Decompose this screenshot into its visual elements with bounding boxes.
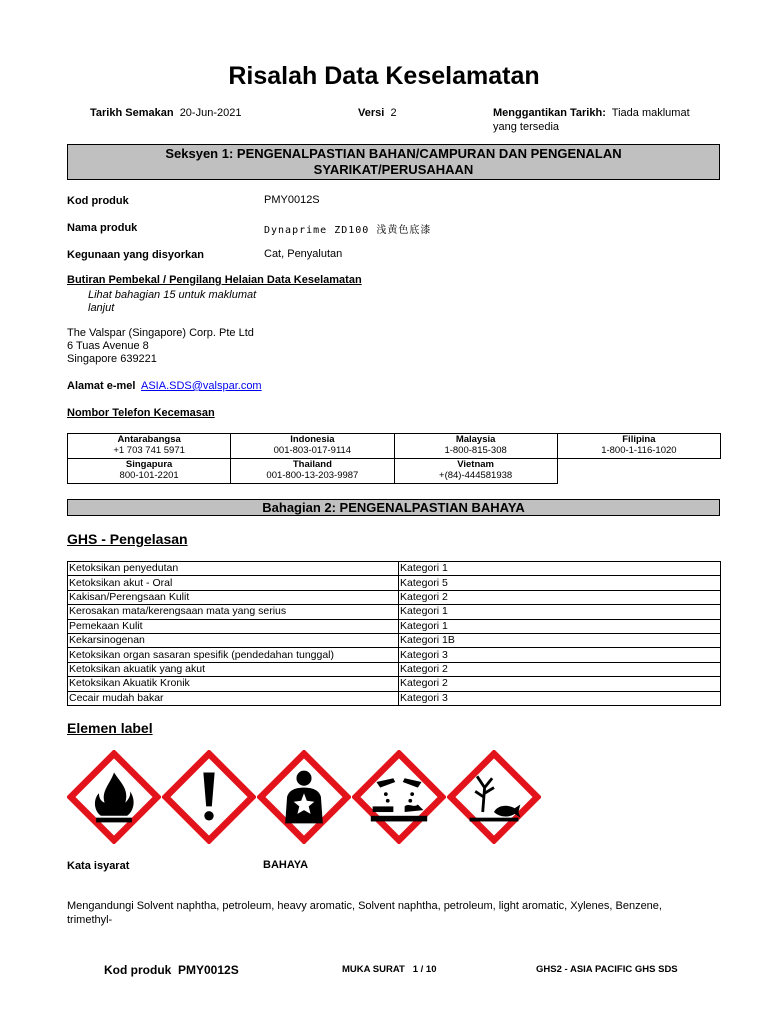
hazard-category: Kategori 1 bbox=[399, 562, 721, 576]
ghs-classification-table bbox=[67, 561, 721, 706]
signal-word-value: BAHAYA bbox=[263, 859, 309, 871]
section1-heading-line2: SYARIKAT/PERUSAHAAN bbox=[313, 162, 474, 177]
phone-cell bbox=[557, 434, 720, 459]
hazard-class: Ketoksikan organ sasaran spesifik (pendedahan tunggal) bbox=[68, 648, 399, 662]
phone-cell bbox=[394, 434, 557, 459]
phone-cell-empty bbox=[557, 459, 720, 484]
hazard-class: Ketoksikan penyedutan bbox=[68, 562, 399, 576]
phone-cell bbox=[394, 459, 557, 484]
contains-line1: Mengandungi Solvent naphtha, petroleum, heavy aromatic, Solvent naphtha, petroleum, light aromatic, Xylenes, Benzene, bbox=[67, 900, 662, 912]
hazard-class: Ketoksikan akut - Oral bbox=[68, 576, 399, 590]
table-row bbox=[68, 691, 721, 705]
phone-number: 800-101-2201 bbox=[119, 470, 179, 481]
revision-date-value: 20-Jun-2021 bbox=[179, 107, 242, 119]
supplier-heading: Butiran Pembekal / Pengilang Helaian Data Keselamatan bbox=[67, 274, 362, 286]
ghs-heading: GHS - Pengelasan bbox=[67, 531, 188, 547]
phone-country: Singapura bbox=[125, 459, 173, 470]
table-row bbox=[68, 619, 721, 633]
hazard-class: Pemekaan Kulit bbox=[68, 619, 399, 633]
footer-page-label: MUKA SURAT bbox=[342, 964, 405, 975]
version-label: Versi bbox=[358, 107, 385, 119]
phone-number: +1 703 741 5971 bbox=[113, 445, 185, 456]
footer-page-value: 1 / 10 bbox=[412, 964, 437, 975]
revision-date bbox=[90, 106, 241, 120]
section2-heading: Bahagian 2: PENGENALPASTIAN BAHAYA bbox=[67, 499, 720, 516]
table-row bbox=[68, 576, 721, 590]
section1-heading-line1: Seksyen 1: PENGENALPASTIAN BAHAN/CAMPURAN DAN PENGENALAN bbox=[165, 146, 622, 161]
hazard-class: Cecair mudah bakar bbox=[68, 691, 399, 705]
version-value: 2 bbox=[390, 107, 397, 119]
table-row bbox=[68, 648, 721, 662]
hazard-class: Kerosakan mata/kerengsaan mata yang serius bbox=[68, 605, 399, 619]
hazard-class: Kekarsinogenan bbox=[68, 633, 399, 647]
table-row bbox=[68, 662, 721, 676]
product-name-value: Dynaprime ZD100 浅黄色底漆 bbox=[264, 225, 432, 236]
phone-number: 001-800-13-203-9987 bbox=[266, 470, 359, 481]
hazard-category: Kategori 2 bbox=[399, 677, 721, 691]
supersedes bbox=[493, 106, 713, 134]
hazard-category: Kategori 1 bbox=[399, 605, 721, 619]
phone-cell bbox=[231, 434, 394, 459]
product-name-label: Nama produk bbox=[67, 222, 138, 234]
phone-number: 1-800-1-116-1020 bbox=[601, 445, 677, 456]
emergency-heading: Nombor Telefon Kecemasan bbox=[67, 407, 215, 419]
email-label: Alamat e-mel bbox=[67, 380, 136, 392]
phone-country: Filipina bbox=[622, 434, 656, 445]
environment-icon bbox=[447, 750, 541, 844]
use-label: Kegunaan yang disyorkan bbox=[67, 249, 204, 261]
supplier-note bbox=[88, 289, 256, 315]
phone-country: Antarabangsa bbox=[117, 434, 181, 445]
footer-code-value: PMY0012S bbox=[178, 963, 239, 977]
signal-word-label: Kata isyarat bbox=[67, 860, 130, 872]
revision-date-label: Tarikh Semakan bbox=[90, 107, 174, 119]
corrosion-icon bbox=[352, 750, 446, 844]
phone-number: 1-800-815-308 bbox=[444, 445, 507, 456]
flame-icon bbox=[67, 750, 161, 844]
phone-cell bbox=[68, 459, 231, 484]
hazard-category: Kategori 1B bbox=[399, 633, 721, 647]
phone-country: Indonesia bbox=[290, 434, 335, 445]
hazard-category: Kategori 5 bbox=[399, 576, 721, 590]
hazard-class: Kakisan/Perengsaan Kulit bbox=[68, 590, 399, 604]
supersedes-value-1: Tiada maklumat bbox=[611, 107, 690, 119]
table-row bbox=[68, 677, 721, 691]
contains-line2: trimethyl- bbox=[67, 914, 113, 926]
address-line3: Singapore 639221 bbox=[67, 353, 157, 365]
phone-number: +(84)-444581938 bbox=[439, 470, 513, 481]
phone-country: Vietnam bbox=[457, 459, 495, 470]
supersedes-label: Menggantikan Tarikh: bbox=[493, 107, 606, 119]
email-row bbox=[67, 380, 262, 392]
hazard-category: Kategori 3 bbox=[399, 691, 721, 705]
hazard-category: Kategori 1 bbox=[399, 619, 721, 633]
supplier-note-line1: Lihat bahagian 15 untuk maklumat bbox=[88, 289, 257, 301]
hazard-class: Ketoksikan akuatik yang akut bbox=[68, 662, 399, 676]
table-row bbox=[68, 590, 721, 604]
health-hazard-icon bbox=[257, 750, 351, 844]
hazard-category: Kategori 3 bbox=[399, 648, 721, 662]
phone-country: Malaysia bbox=[455, 434, 496, 445]
supplier-address bbox=[67, 327, 254, 366]
section1-heading bbox=[67, 144, 720, 180]
exclamation-icon bbox=[162, 750, 256, 844]
product-code-value: PMY0012S bbox=[264, 194, 320, 206]
label-elements-heading: Elemen label bbox=[67, 720, 153, 736]
footer-product-code bbox=[104, 963, 239, 977]
supplier-note-line2: lanjut bbox=[88, 302, 115, 314]
product-code-label: Kod produk bbox=[67, 195, 129, 207]
table-row bbox=[68, 605, 721, 619]
contains-text bbox=[67, 899, 727, 927]
supersedes-value-2: yang tersedia bbox=[493, 121, 560, 133]
hazard-category: Kategori 2 bbox=[399, 662, 721, 676]
document-title: Risalah Data Keselamatan bbox=[228, 62, 540, 90]
table-row bbox=[68, 562, 721, 576]
footer-page bbox=[342, 964, 437, 975]
phone-cell bbox=[231, 459, 394, 484]
phone-country: Thailand bbox=[292, 459, 332, 470]
use-value: Cat, Penyalutan bbox=[264, 248, 343, 260]
table-row bbox=[68, 633, 721, 647]
address-line1: The Valspar (Singapore) Corp. Pte Ltd bbox=[67, 327, 254, 339]
footer-code-label: Kod produk bbox=[104, 963, 172, 977]
email-link[interactable]: ASIA.SDS@valspar.com bbox=[141, 380, 262, 392]
hazard-category: Kategori 2 bbox=[399, 590, 721, 604]
phone-number: 001-803-017-9114 bbox=[273, 445, 352, 456]
emergency-phone-table bbox=[67, 433, 721, 484]
phone-cell bbox=[68, 434, 231, 459]
hazard-class: Ketoksikan Akuatik Kronik bbox=[68, 677, 399, 691]
address-line2: 6 Tuas Avenue 8 bbox=[67, 340, 149, 352]
footer-doc-label: GHS2 - ASIA PACIFIC GHS SDS bbox=[536, 964, 678, 975]
version bbox=[358, 106, 397, 120]
